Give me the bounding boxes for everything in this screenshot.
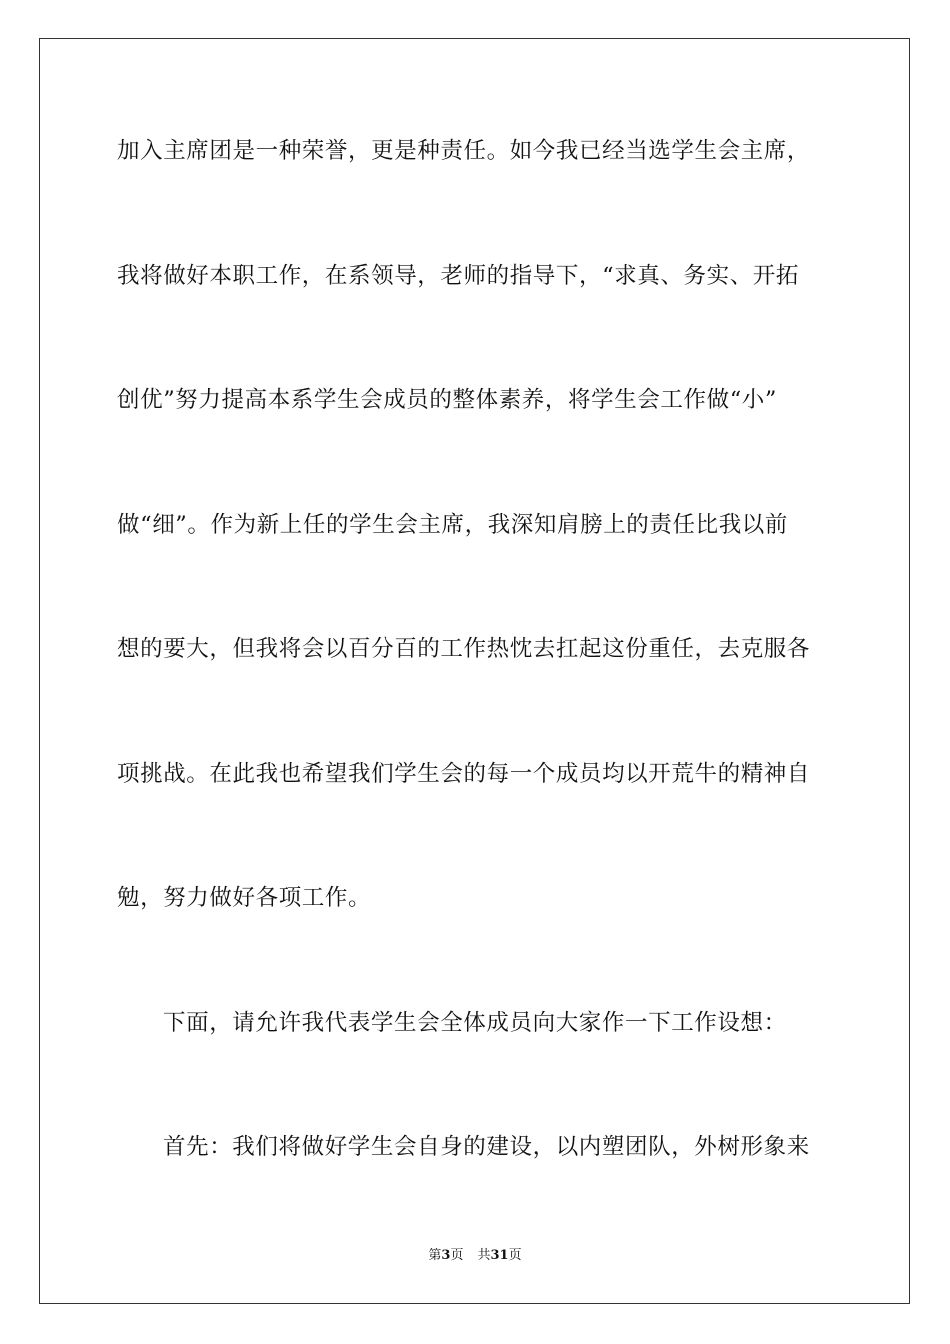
paragraph-line-1: 加入主席团是一种荣誉，更是种责任。如今我已经当选学生会主席， (117, 138, 811, 164)
page-footer (0, 1247, 950, 1265)
paragraph-line-3: 创优”努力提高本系学生会成员的整体素养，将学生会工作做“小” (117, 387, 778, 413)
total-suffix: 页 (508, 1248, 522, 1263)
page-frame (39, 38, 910, 1304)
paragraph-line-2: 我将做好本职工作，在系领导，老师的指导下，“求真、务实、开拓 (117, 263, 800, 289)
page-suffix: 页 (450, 1248, 464, 1263)
page-prefix: 第 (428, 1248, 442, 1263)
page-total-number: 31 (490, 1248, 509, 1263)
paragraph-line-7: 勉，努力做好各项工作。 (117, 885, 372, 911)
paragraph-line-8: 下面，请允许我代表学生会全体成员向大家作一下工作设想： (163, 1010, 787, 1036)
paragraph-line-6: 项挑战。在此我也希望我们学生会的每一个成员均以开荒牛的精神自 (117, 761, 811, 787)
total-prefix: 共 (477, 1248, 491, 1263)
paragraph-line-4: 做“细”。作为新上任的学生会主席，我深知肩膀上的责任比我以前 (117, 512, 789, 538)
paragraph-line-5: 想的要大，但我将会以百分百的工作热忱去扛起这份重任，去克服各 (117, 636, 811, 662)
page-current-number: 3 (441, 1248, 451, 1263)
paragraph-line-9: 首先：我们将做好学生会自身的建设，以内塑团队，外树形象来 (163, 1134, 810, 1160)
